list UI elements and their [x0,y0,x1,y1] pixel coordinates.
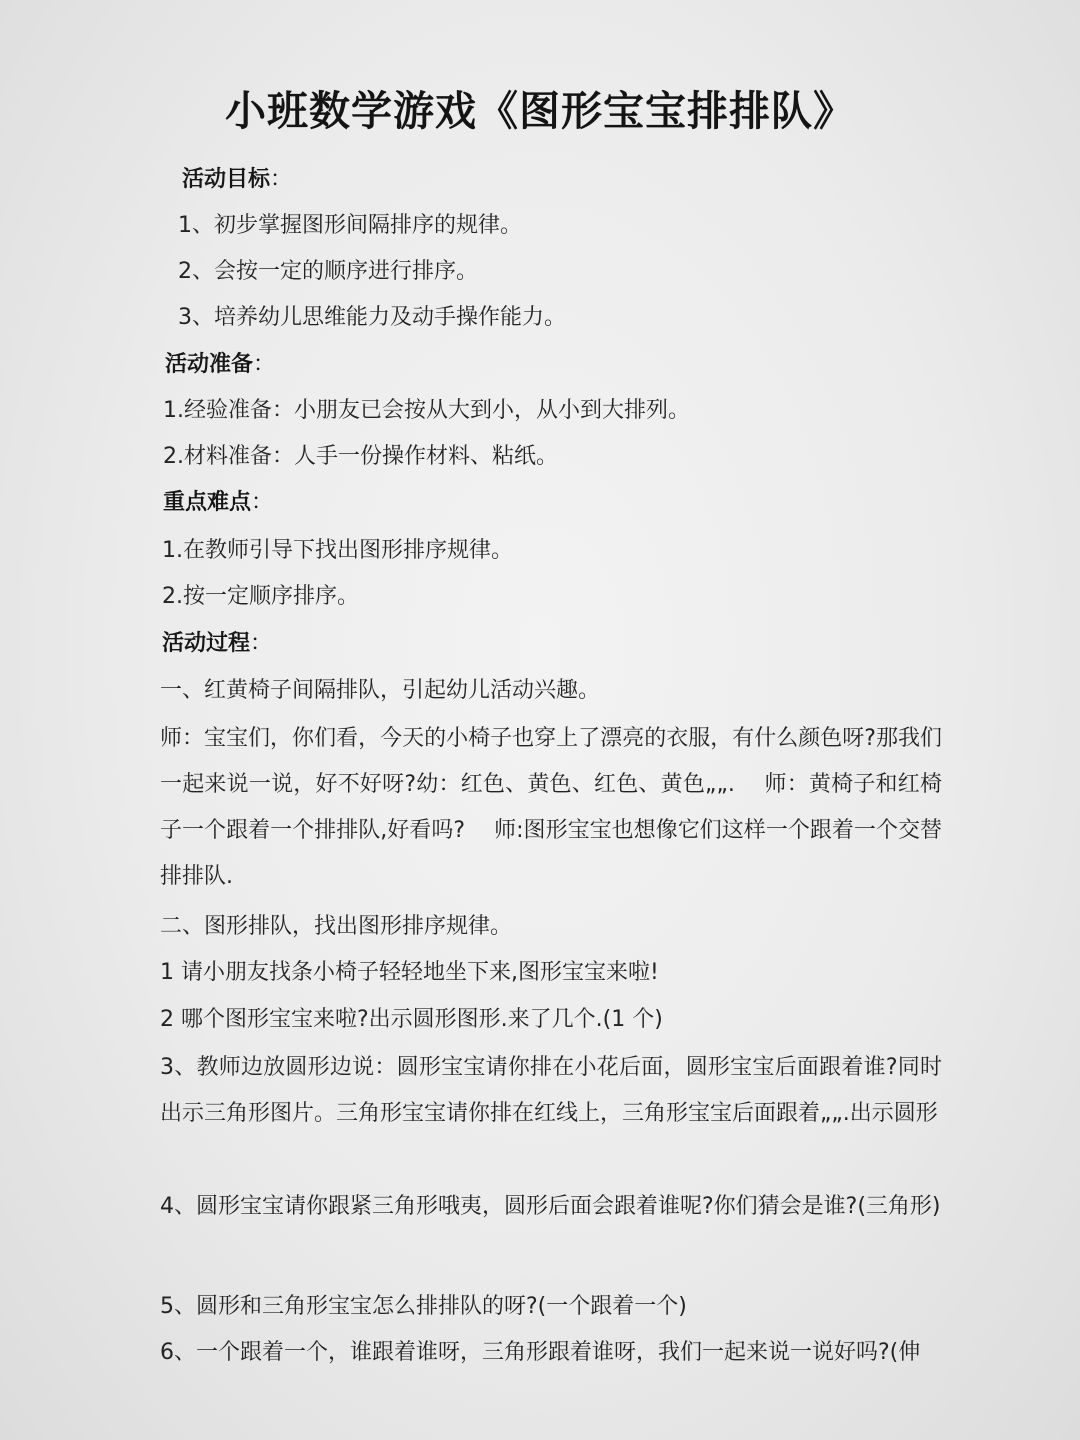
preparation-item-1: 1.经验准备：小朋友已会按从大到小，从小到大排列。 [163,398,690,423]
key-points-heading-label: 重点难点 [163,490,252,515]
preparation-heading [165,350,275,380]
process-section2-title: 二、图形排队，找出图形排序规律。 [160,914,513,939]
key-point-item-1: 1.在教师引导下找出图形排序规律。 [162,538,513,563]
process-step-1: 1 请小朋友找条小椅子轻轻地坐下来,图形宝宝来啦! [160,960,659,985]
process-section1-paragraph: 师：宝宝们，你们看，今天的小椅子也穿上了漂亮的衣服，有什么颜色呀?那我们一起来说一说，好不好呀?幼：红色、黄色、红色、黄色„„. 师：黄椅子和红椅子一个跟着一个排排队,好看吗? 师:图形宝宝也想像它们这样一个跟着一个交替排排队. [160,726,942,889]
objectives-heading-label: 活动目标 [182,167,271,192]
key-points-heading-colon: ： [251,490,274,515]
preparation-item-2: 2.材料准备：人手一份操作材料、粘纸。 [163,444,558,469]
key-points-heading [163,488,273,518]
document-title: 小班数学游戏《图形宝宝排排队》 [225,87,855,135]
process-heading-label: 活动过程 [162,631,251,656]
objective-item-3: 3、培养幼儿思维能力及动手操作能力。 [178,305,566,330]
objectives-heading-colon: ： [270,167,293,192]
process-heading-colon: ： [250,631,273,656]
objectives-heading [182,165,292,195]
process-section1-title: 一、红黄椅子间隔排队，引起幼儿活动兴趣。 [160,678,601,703]
process-step-3: 3、教师边放圆形边说：圆形宝宝请你排在小花后面，圆形宝宝后面跟着谁?同时出示三角形图片。三角形宝宝请你排在红线上，三角形宝宝后面跟着„„.出示圆形 [160,1055,942,1126]
process-heading [162,629,272,659]
process-step-5: 5、圆形和三角形宝宝怎么排排队的呀?(一个跟着一个) [160,1294,687,1319]
preparation-heading-colon: ： [253,352,276,377]
process-step-2: 2 哪个图形宝宝来啦?出示圆形图形.来了几个.(1 个) [160,1007,663,1032]
process-step-4: 4、圆形宝宝请你跟紧三角形哦夷，圆形后面会跟着谁呢?你们猜会是谁?(三角形) [160,1194,941,1219]
objective-item-1: 1、初步掌握图形间隔排序的规律。 [178,213,522,238]
objective-item-2: 2、会按一定的顺序进行排序。 [178,259,478,284]
preparation-heading-label: 活动准备 [165,352,254,377]
key-point-item-2: 2.按一定顺序排序。 [162,584,359,609]
process-step-6: 6、一个跟着一个，谁跟着谁呀，三角形跟着谁呀，我们一起来说一说好吗?(伸 [160,1340,921,1365]
